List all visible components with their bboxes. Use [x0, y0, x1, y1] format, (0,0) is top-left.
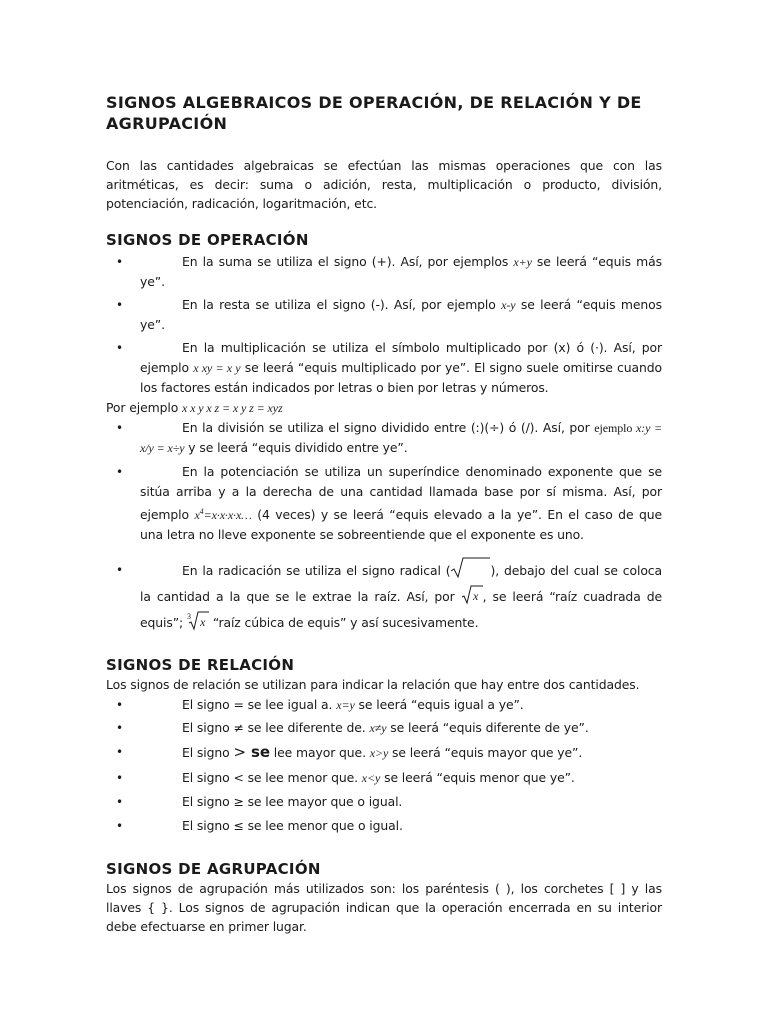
list-item-menor: • El signo < se lee menor que. x<y se leerá “equis menor que ye”. — [106, 766, 662, 790]
math-expression: x+y — [513, 255, 532, 269]
bullet: • — [116, 465, 123, 479]
math-expression: x x y x z = x y z = xyz — [182, 401, 283, 415]
list-item-igual: • El signo = se lee igual a. x=y se leerá “equis igual a ye”. — [106, 694, 662, 716]
bullet: • — [116, 421, 123, 435]
list-item-radicacion: • En la radicación se utiliza el signo radical ( ), debajo del cual se coloca la cantidad a la que se le extrae la raíz. Así, por x , se leerá “raíz cuadrada de equis”; 3 x “raíz cúbica de equis” y así sucesivamente. — [106, 557, 662, 636]
relacion-list — [106, 694, 662, 838]
svg-text:x: x — [472, 589, 478, 603]
bullet: • — [116, 298, 123, 312]
heading-relacion: SIGNOS DE RELACIÓN — [106, 656, 295, 674]
bullet: • — [116, 255, 123, 269]
math-expression: x<y — [361, 771, 381, 785]
document-title: SIGNOS ALGEBRAICOS DE OPERACIÓN, DE RELACIÓN Y DE AGRUPACIÓN — [106, 93, 642, 133]
bullet: • — [116, 721, 123, 735]
agrupacion-paragraph: Los signos de agrupación más utilizados son: los paréntesis ( ), los corchetes [ ] y las llaves { }. Los signos de agrupación indican que la operación encerrada en su interior debe efectuarse en primer lugar. — [106, 881, 662, 934]
math-expression: x:y = x/y = x÷y — [140, 421, 662, 455]
bullet: • — [116, 341, 123, 355]
operacion-list — [106, 252, 662, 398]
intro-paragraph: Con las cantidades algebraicas se efectúan las mismas operaciones que con las aritméticas, es decir: suma o adición, resta, multiplicación o producto, división, potenciación, radicación, logaritmación, etc. — [106, 158, 662, 211]
math-expression: $x^4=x\cdot x\cdot x\cdot x\dots$ — [194, 507, 252, 522]
por-ejemplo-line: Por ejemplo x x y x z = x y z = xyz — [106, 400, 283, 415]
square-root-icon — [461, 585, 483, 605]
cube-root-icon — [187, 611, 209, 631]
radical-sign-icon — [450, 557, 490, 579]
list-item-resta: • En la resta se utiliza el signo (-). Así, por ejemplo x-y se leerá “equis menos ye”. — [116, 297, 662, 332]
list-item-menor-igual: • El signo ≤ se lee menor que o igual. — [106, 814, 662, 838]
svg-text:3: 3 — [186, 612, 191, 621]
list-item-potenciacion: • En la potenciación se utiliza un superíndice denominado exponente que se sitúa arriba y a la derecha de una cantidad llamada base por sí misma. Así, por ejemplo $x^4=x\cdot x\cdot x\cdot x\dots$ (4 veces) y se leerá “equis elevado a la ye”. En el caso de que una letra no lleve exponente se sobreentiende que el exponente es uno. — [116, 464, 662, 542]
bullet: • — [116, 819, 123, 833]
bullet: • — [116, 698, 123, 712]
math-expression: x≠y — [369, 721, 387, 735]
bullet: • — [116, 795, 123, 809]
list-item-suma: • En la suma se utiliza el signo (+). Así, por ejemplos x+y se leerá “equis más ye”. — [116, 254, 662, 289]
bullet: • — [116, 563, 123, 577]
list-item-multiplicacion: • En la multiplicación se utiliza el símbolo multiplicado por (x) ó (·). Así, por ejemplo x xy = x y se leerá “equis multiplicado por ye”. El signo suele omitirse cuando los factores están indicados por letras o bien por letras y números. — [116, 340, 663, 395]
bullet: • — [116, 745, 123, 759]
list-item-division: • En la división se utiliza el signo dividido entre (:)(÷) ó (/). Así, por ejemplo x:y = x/y = x÷y y se leerá “equis dividido entre ye”. — [116, 420, 662, 455]
operacion-list-2 — [106, 418, 662, 636]
math-expression: x>y — [369, 746, 389, 760]
svg-text:x: x — [199, 615, 206, 629]
list-item-mayor-igual: • El signo ≥ se lee mayor que o igual. — [106, 790, 662, 814]
heading-operacion: SIGNOS DE OPERACIÓN — [106, 231, 309, 249]
bullet: • — [116, 771, 123, 785]
heading-agrupacion: SIGNOS DE AGRUPACIÓN — [106, 860, 321, 878]
math-expression: x xy = x y — [193, 361, 241, 375]
document-page — [106, 92, 662, 936]
math-expression: x-y — [501, 298, 516, 312]
list-item-diferente: • El signo ≠ se lee diferente de. x≠y se leerá “equis diferente de ye”. — [106, 716, 662, 740]
relacion-intro: Los signos de relación se utilizan para indicar la relación que hay entre dos cantidades. — [106, 677, 640, 692]
list-item-mayor: • El signo > se lee mayor que. x>y se leerá “equis mayor que ye”. — [106, 740, 662, 766]
math-expression: x=y — [336, 698, 355, 712]
